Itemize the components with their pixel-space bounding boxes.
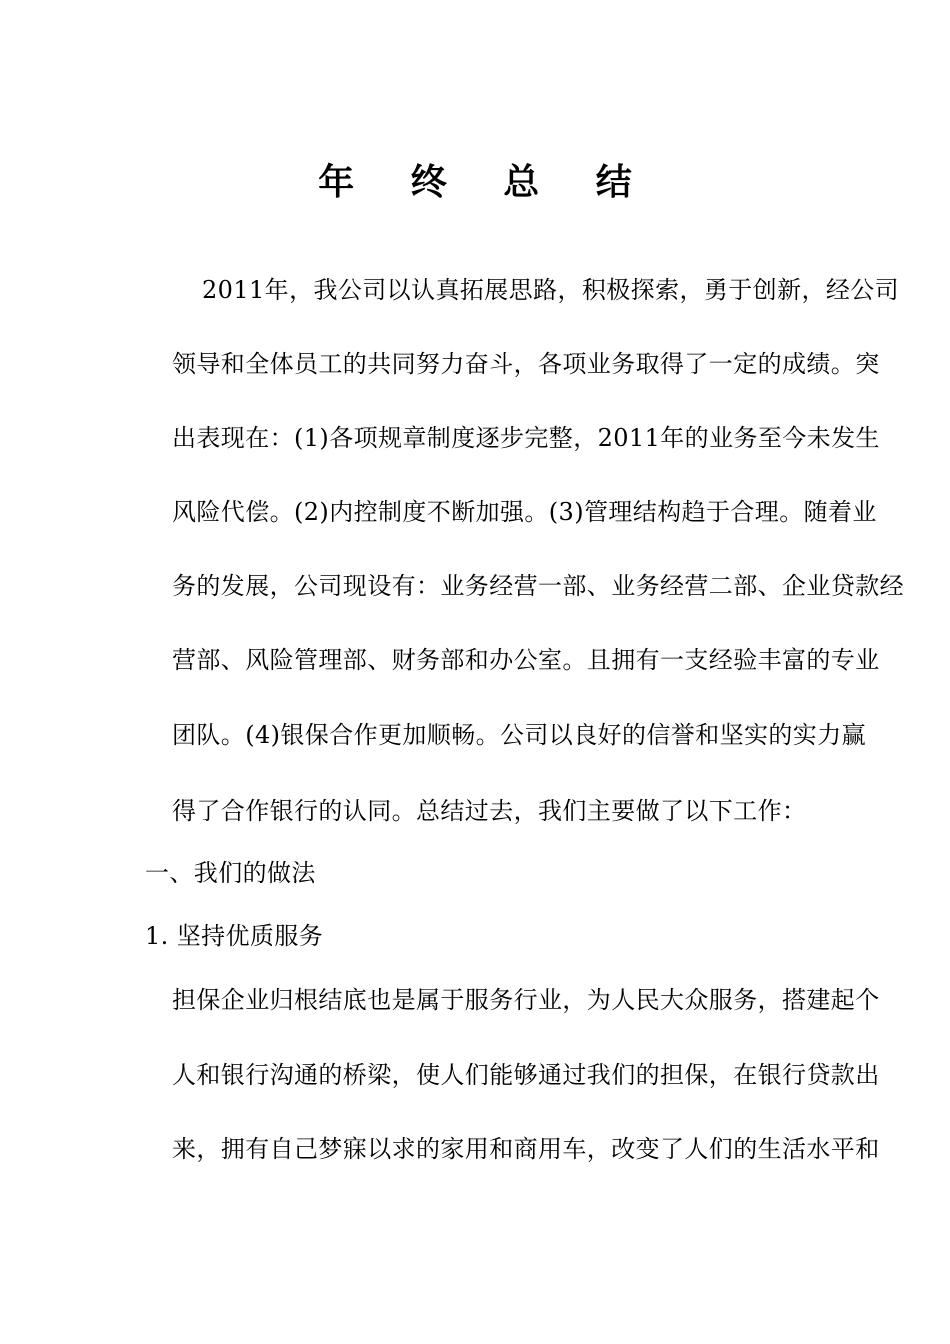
body-line-1: 担保企业归根结底也是属于服务行业，为人民大众服务，搭建起个 — [172, 986, 880, 1014]
body-line-3: 来，拥有自己梦寐以求的家用和商用车，改变了人们的生活水平和 — [172, 1135, 880, 1163]
intro-line-5: 务的发展，公司现设有：业务经营一部、业务经营二部、企业贷款经 — [172, 572, 904, 600]
document-title: 年 终 总 结 — [318, 162, 654, 203]
section-heading: 一、我们的做法 — [145, 859, 316, 887]
body-line-2: 人和银行沟通的桥梁，使人们能够通过我们的担保，在银行贷款出 — [172, 1061, 880, 1089]
intro-line-6: 营部、风险管理部、财务部和办公室。且拥有一支经验丰富的专业 — [172, 646, 880, 674]
intro-line-2: 领导和全体员工的共同努力奋斗，各项业务取得了一定的成绩。突 — [172, 350, 880, 378]
intro-line-3: 出表现在：(1)各项规章制度逐步完整，2011年的业务至今未发生 — [172, 424, 880, 452]
subsection-heading: 1. 坚持优质服务 — [145, 922, 324, 950]
intro-line-4: 风险代偿。(2)内控制度不断加强。(3)管理结构趋于合理。随着业 — [172, 498, 877, 526]
intro-line-7: 团队。(4)银保合作更加顺畅。公司以良好的信誉和坚实的实力赢 — [172, 721, 866, 749]
intro-line-1: 2011年，我公司以认真拓展思路，积极探索，勇于创新，经公司 — [202, 276, 900, 304]
intro-line-8: 得了合作银行的认同。总结过去，我们主要做了以下工作： — [172, 797, 807, 825]
